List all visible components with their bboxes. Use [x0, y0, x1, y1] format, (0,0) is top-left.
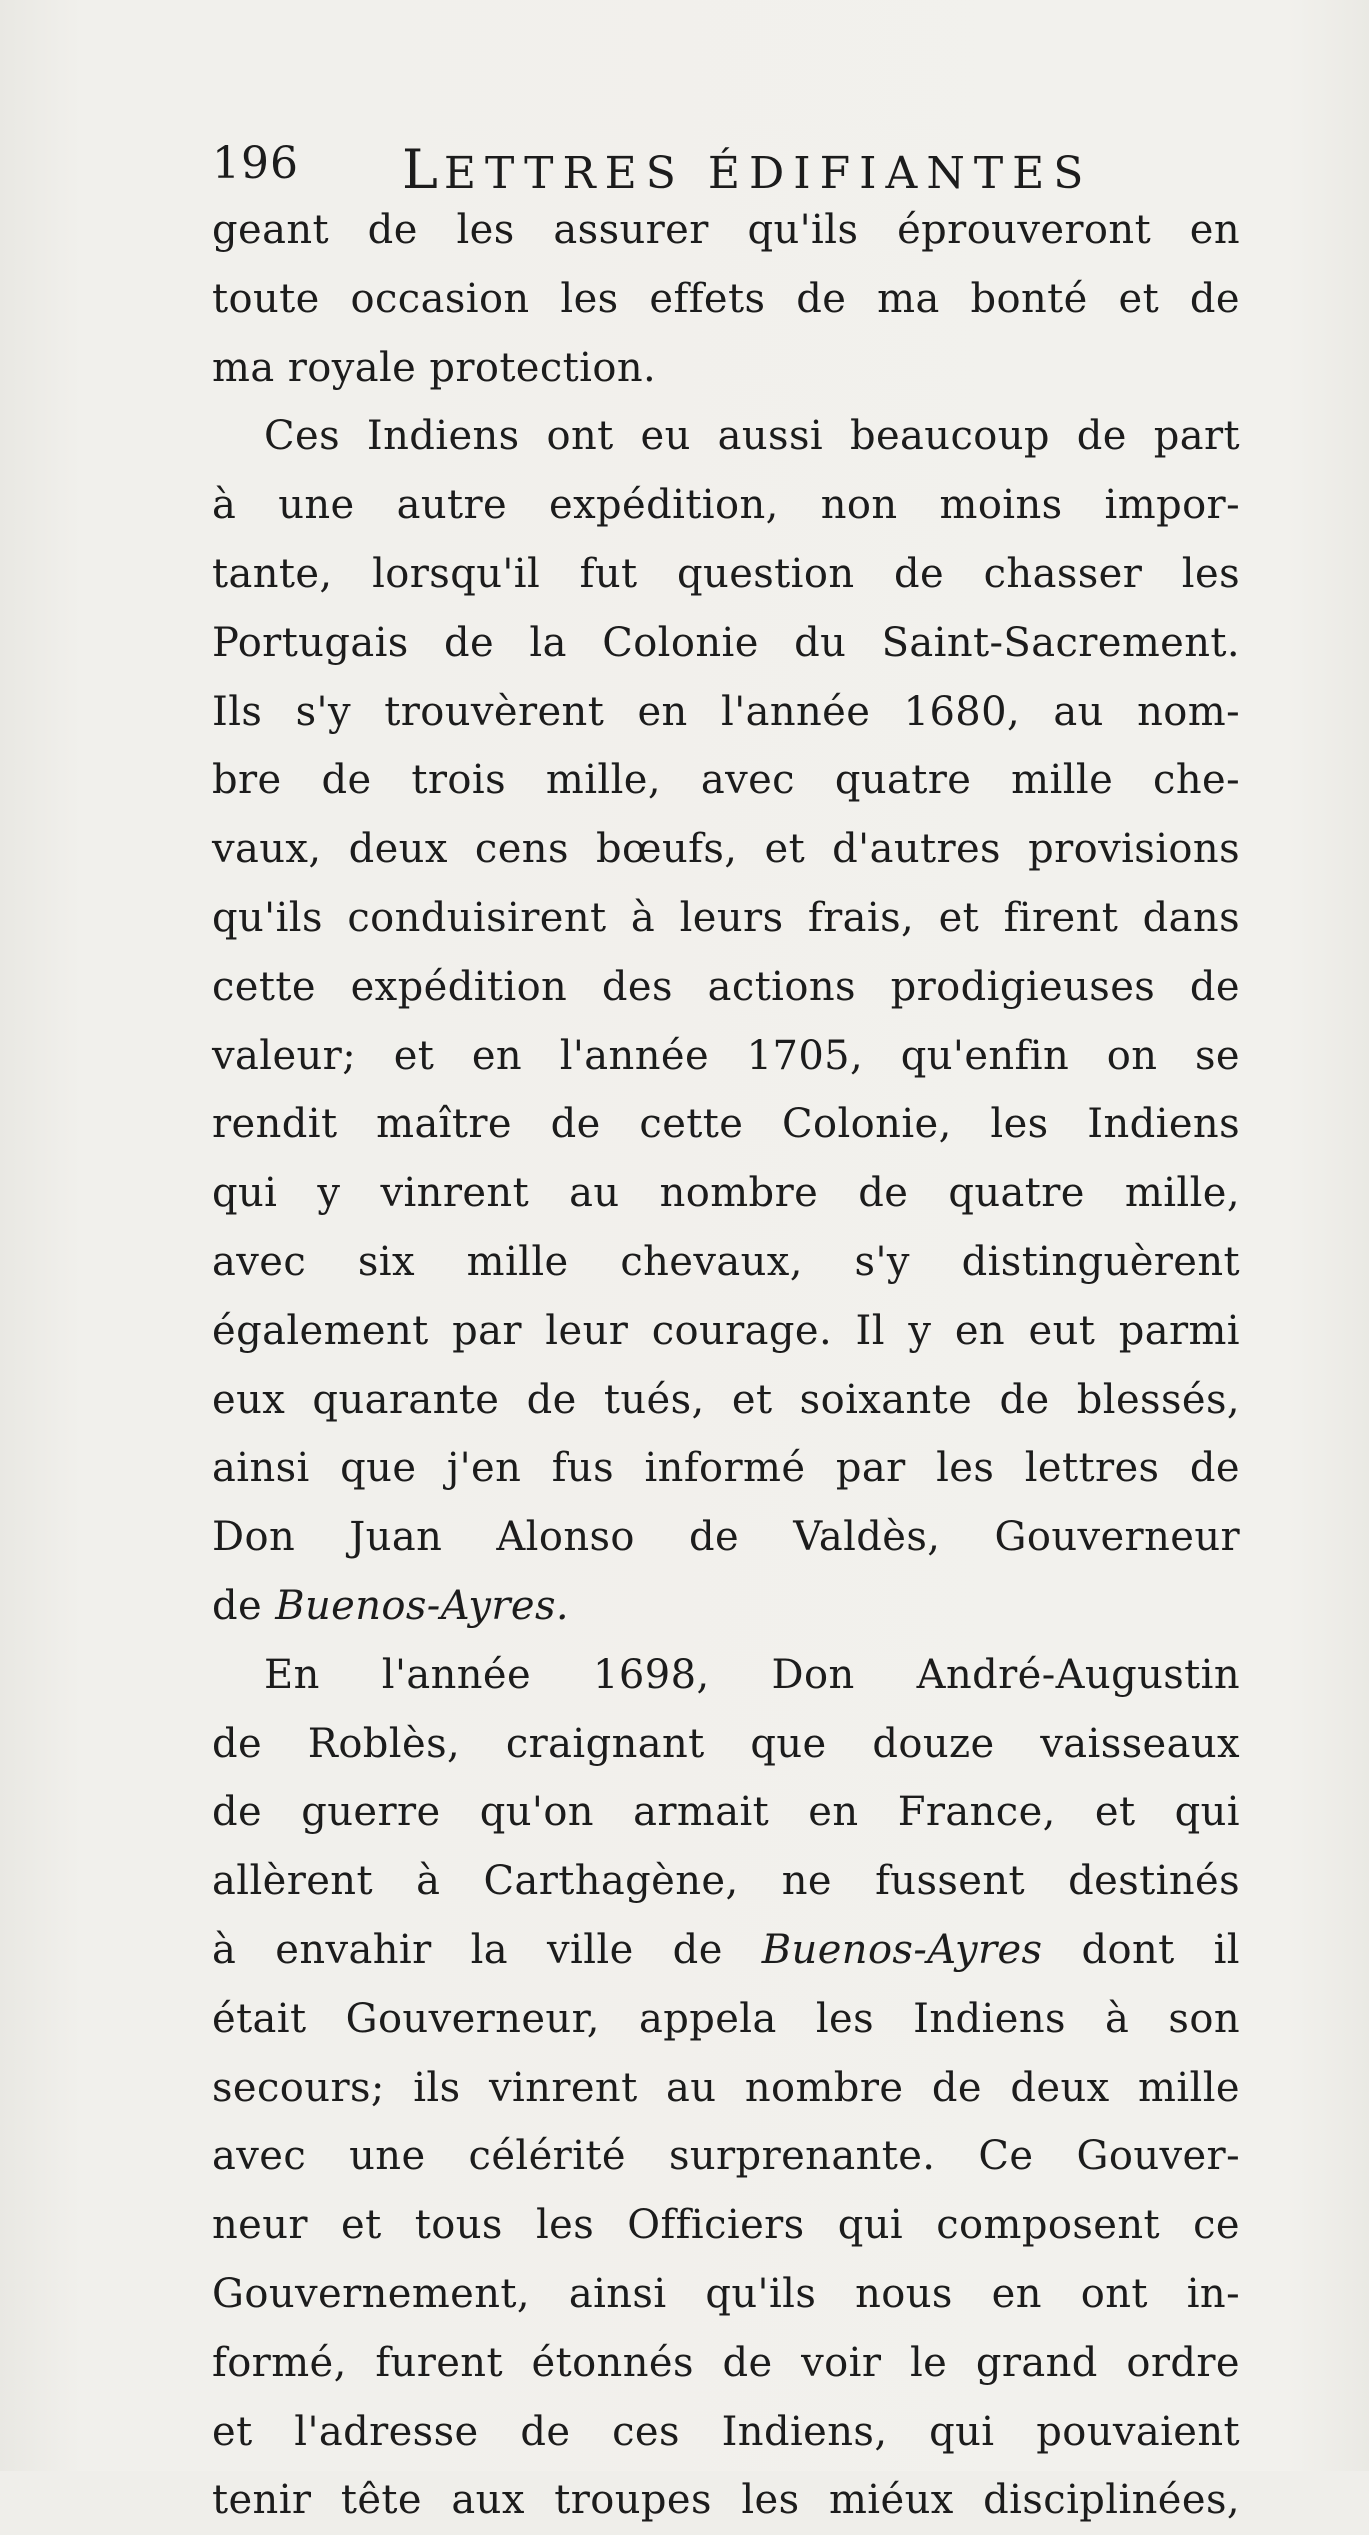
page-number: 196: [212, 138, 299, 189]
text-line: à une autre expédition, non moins impor-: [212, 482, 1240, 529]
text-line: vaux, deux cens bœufs, et d'autres provisions: [212, 826, 1240, 873]
paragraph-start-line: Ces Indiens ont eu aussi beaucoup de part: [264, 413, 1240, 460]
text-line: Don Juan Alonso de Valdès, Gouverneur: [212, 1514, 1240, 1561]
text-line: Ils s'y trouvèrent en l'année 1680, au nom-: [212, 688, 1240, 735]
text-line: allèrent à Carthagène, ne fussent destinés: [212, 1858, 1240, 1905]
text-line: formé, furent étonnés de voir le grand ordre: [212, 2339, 1240, 2386]
text-line: et l'adresse de ces Indiens, qui pouvaient: [212, 2408, 1240, 2455]
text-line: de guerre qu'on armait en France, et qui: [212, 1789, 1240, 1836]
text-line: était Gouverneur, appela les Indiens à son: [212, 1995, 1240, 2042]
text-line: qu'ils conduisirent à leurs frais, et firent dans: [212, 894, 1240, 941]
text-line: rendit maître de cette Colonie, les Indiens: [212, 1101, 1240, 1148]
text-line: eux quarante de tués, et soixante de blessés,: [212, 1376, 1240, 1423]
text-line: [212, 1572, 1240, 1641]
text-line: [212, 1916, 1240, 1985]
text-line: Gouvernement, ainsi qu'ils nous en ont in-: [212, 2270, 1240, 2317]
text-line: également par leur courage. Il y en eut parmi: [212, 1307, 1240, 1354]
text-line: valeur; et en l'année 1705, qu'enfin on se: [212, 1032, 1240, 1079]
place-name-italic: Buenos-Ayres: [761, 1926, 1043, 1973]
running-title-rest: ETTRES ÉDIFIANTES: [443, 148, 1093, 199]
running-title: [402, 138, 1092, 201]
text-line: tante, lorsqu'il fut question de chasser les: [212, 550, 1240, 597]
page-header: [212, 138, 1212, 201]
text-line: geant de les assurer qu'ils éprouveront en: [212, 207, 1240, 253]
text-fragment: dont il: [1081, 1926, 1240, 1973]
text-line: avec six mille chevaux, s'y distinguèrent: [212, 1238, 1240, 1285]
text-line: secours; ils vinrent au nombre de deux mille: [212, 2064, 1240, 2111]
text-fragment: à envahir la ville de: [212, 1926, 723, 1973]
text-line: de Roblès, craignant que douze vaisseaux: [212, 1720, 1240, 1767]
text-fragment: de: [212, 1582, 263, 1629]
place-name-italic: Buenos-Ayres.: [275, 1582, 570, 1629]
paragraph-start-line: En l'année 1698, Don André-Augustin: [264, 1651, 1240, 1698]
text-line: toute occasion les effets de ma bonté et de: [212, 275, 1240, 322]
running-title-initial: L: [402, 138, 444, 201]
text-line: Portugais de la Colonie du Saint-Sacrement.: [212, 619, 1240, 666]
text-line: avec une célérité surprenante. Ce Gouver-: [212, 2133, 1240, 2180]
text-line: ma royale protection.: [212, 344, 657, 391]
text-line: qui y vinrent au nombre de quatre mille,: [212, 1170, 1240, 1217]
text-line: tenir tête aux troupes les miéux disciplinées,: [212, 2477, 1240, 2524]
text-line: ainsi que j'en fus informé par les lettres de: [212, 1445, 1240, 1492]
text-line: neur et tous les Officiers qui composent ce: [212, 2202, 1240, 2249]
body-text: [212, 196, 1240, 2535]
text-line: cette expédition des actions prodigieuses de: [212, 963, 1240, 1010]
text-line: bre de trois mille, avec quatre mille che-: [212, 757, 1240, 804]
